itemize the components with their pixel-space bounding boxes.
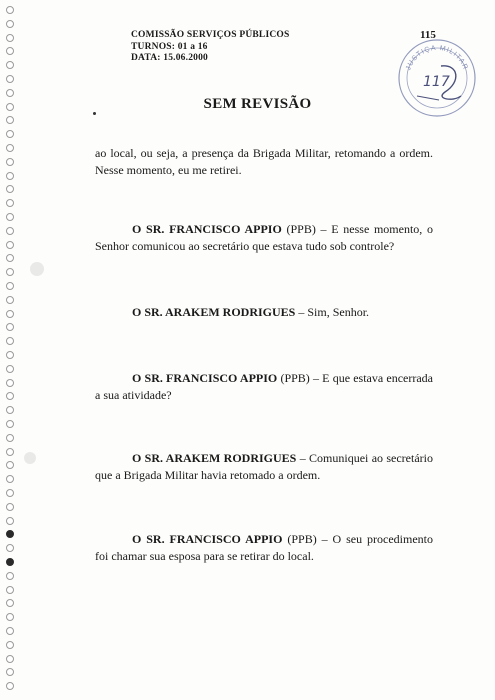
binder-hole [6, 613, 14, 621]
paragraph-1 [95, 145, 433, 179]
paragraph-3 [95, 304, 433, 321]
paragraph-text: – E que estava encerrada a sua atividade? [95, 371, 434, 402]
paragraph-text: – E nesse momento, o Senhor comunicou ao secretário que estava tudo sob controle? [95, 222, 434, 253]
binder-hole [6, 448, 14, 456]
binder-hole [6, 337, 14, 345]
binder-hole [6, 185, 14, 193]
page-number: 115 [420, 29, 436, 41]
header-date: DATA: 15.06.2000 [131, 53, 208, 63]
binder-hole [6, 323, 14, 331]
paragraph-text: – O seu procedimento foi chamar sua esposa para se retirar do local. [95, 532, 434, 563]
binder-hole [6, 420, 14, 428]
binder-hole [6, 503, 14, 511]
binder-hole [6, 586, 14, 594]
binder-hole [6, 379, 14, 387]
binder-hole [6, 351, 14, 359]
speaker-name: O SR. FRANCISCO APPIO [132, 532, 283, 546]
binder-hole [6, 558, 14, 566]
binder-hole [6, 627, 14, 635]
header-turns: TURNOS: 01 a 16 [131, 41, 208, 52]
paragraph-4 [95, 370, 433, 404]
paragraph-text: – Comuniquei ao secretário que a Brigada Militar havia retomado a ordem. [95, 451, 433, 482]
binder-hole [6, 213, 14, 221]
binder-hole [6, 34, 14, 42]
binder-hole [6, 144, 14, 152]
binder-hole [6, 530, 14, 538]
binder-hole [6, 130, 14, 138]
binder-hole [6, 296, 14, 304]
binder-hole [6, 489, 14, 497]
page-title: SEM REVISÃO [203, 96, 312, 112]
binder-hole [6, 75, 14, 83]
paragraph-text: – Sim, Senhor. [295, 305, 370, 319]
paragraph-6 [95, 531, 433, 565]
binder-hole [6, 254, 14, 262]
binder-hole [6, 227, 14, 235]
binder-hole [6, 641, 14, 649]
svg-text:117: 117 [423, 74, 450, 90]
binder-hole [6, 682, 14, 690]
paragraph-2 [95, 221, 433, 255]
binder-hole [6, 572, 14, 580]
speaker-name: O SR. ARAKEM RODRIGUES [132, 451, 297, 465]
binder-hole [6, 392, 14, 400]
binding-smudge [30, 262, 44, 276]
binder-hole [6, 158, 14, 166]
binder-hole [6, 20, 14, 28]
binder-hole [6, 282, 14, 290]
document-header [131, 30, 290, 65]
binder-hole [6, 61, 14, 69]
speaker-party: (PPB) [280, 371, 310, 385]
binder-hole [6, 406, 14, 414]
binder-hole [6, 544, 14, 552]
paragraph-text: ao local, ou seja, a presença da Brigada Militar, retomando a ordem. Nesse momento, eu me retirei. [95, 146, 433, 177]
speaker-party: (PPB) [287, 532, 317, 546]
binder-hole [6, 517, 14, 525]
speaker-name: O SR. ARAKEM RODRIGUES [132, 305, 296, 319]
binder-hole [6, 172, 14, 180]
binding-smudge [24, 452, 36, 464]
header-commission: COMISSÃO SERVIÇOS PÚBLICOS [131, 30, 290, 40]
binder-hole [6, 655, 14, 663]
binder-hole [6, 6, 14, 14]
svg-text:JUSTIÇA MILITAR: JUSTIÇA MILITAR [405, 44, 469, 72]
binder-hole [6, 599, 14, 607]
binder-hole [6, 475, 14, 483]
binder-hole [6, 241, 14, 249]
binder-hole [6, 668, 14, 676]
binder-hole [6, 199, 14, 207]
speaker-party: (PPB) [286, 222, 316, 236]
binder-hole [6, 365, 14, 373]
binder-hole [6, 47, 14, 55]
binder-hole [6, 461, 14, 469]
binder-hole [6, 310, 14, 318]
binder-hole [6, 268, 14, 276]
binder-hole [6, 116, 14, 124]
paragraph-5 [95, 450, 433, 484]
binder-hole [6, 434, 14, 442]
speaker-name: O SR. FRANCISCO APPIO [132, 222, 282, 236]
speaker-name: O SR. FRANCISCO APPIO [132, 371, 278, 385]
